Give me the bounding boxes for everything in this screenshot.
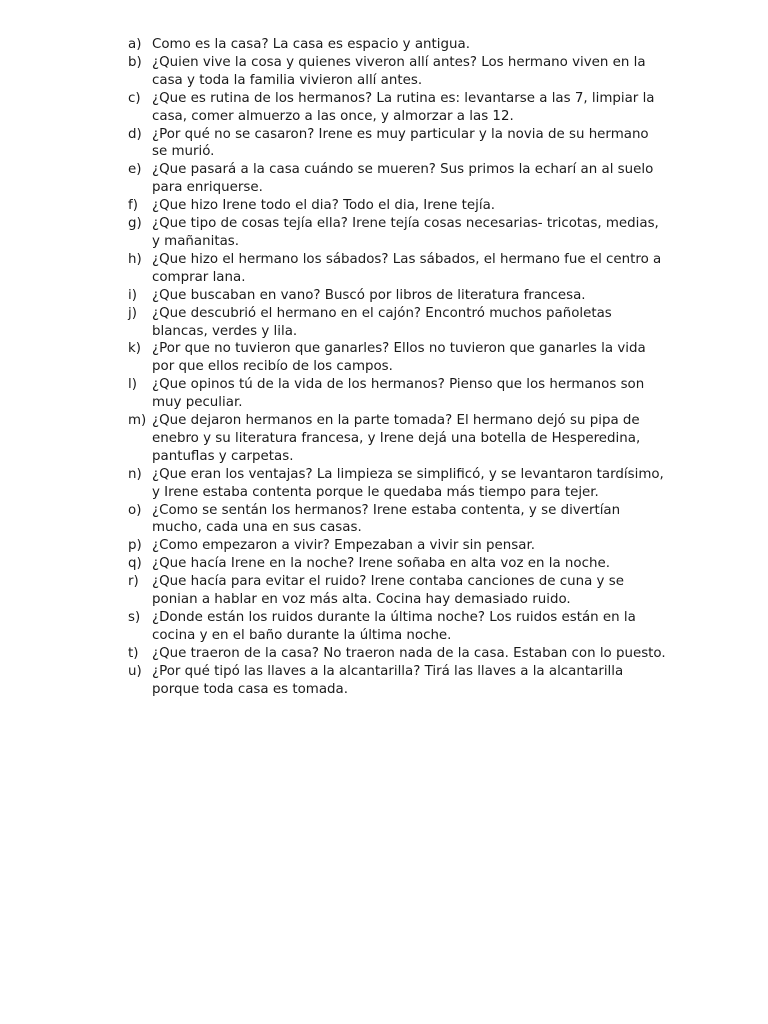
item-text: ¿Que traeron de la casa? No traeron nada de la casa. Estaban con lo puesto. — [152, 645, 666, 661]
item-letter: u) — [128, 663, 142, 679]
list-item — [128, 340, 668, 376]
item-text: ¿Por qué tipó las llaves a la alcantarilla? Tirá las llaves a la alcantarilla porque toda casa es tomada. — [152, 663, 624, 697]
item-letter: r) — [128, 574, 139, 590]
list-item — [128, 537, 668, 555]
item-text: ¿Que es rutina de los hermanos? La rutina es: levantarse a las 7, limpiar la casa, comer almuerzo a las once, y almorzar a las 12. — [152, 90, 655, 124]
item-text: ¿Quien vive la cosa y quienes viveron allí antes? Los hermano viven en la casa y toda la familia vivieron allí antes. — [152, 54, 646, 88]
item-letter: e) — [128, 162, 142, 178]
list-item — [128, 54, 668, 90]
list-item — [128, 502, 668, 538]
item-letter: h) — [128, 251, 142, 267]
item-letter: j) — [128, 305, 137, 321]
list-item — [128, 90, 668, 126]
list-item — [128, 555, 668, 573]
item-text: ¿Que buscaban en vano? Buscó por libros de literatura francesa. — [152, 287, 586, 303]
item-letter: g) — [128, 216, 142, 232]
list-item — [128, 161, 668, 197]
item-letter: k) — [128, 341, 141, 357]
item-text: ¿Como se sentán los hermanos? Irene estaba contenta, y se divertían mucho, cada una en sus casas. — [152, 502, 621, 536]
item-letter: n) — [128, 466, 142, 482]
question-answer-list — [128, 36, 668, 699]
item-text: ¿Que hacía para evitar el ruido? Irene contaba canciones de cuna y se ponian a hablar en voz más alta. Cocina hay demasiado ruido. — [152, 574, 624, 608]
item-text: ¿Que tipo de cosas tejía ella? Irene tejía cosas necesarias- tricotas, medias, y mañanitas. — [152, 216, 659, 249]
item-letter: i) — [128, 287, 137, 303]
list-item — [128, 412, 668, 466]
list-item — [128, 287, 668, 305]
list-item — [128, 215, 668, 251]
item-letter: l) — [128, 377, 137, 393]
item-letter: t) — [128, 645, 139, 661]
list-item — [128, 126, 668, 162]
item-letter: s) — [128, 610, 141, 625]
list-item — [128, 609, 668, 645]
item-text: ¿Que descubrió el hermano en el cajón? Encontró muchos pañoletas blancas, verdes y lila. — [152, 305, 612, 339]
item-text: ¿Por que no tuvieron que ganarles? Ellos no tuvieron que ganarles la vida por que ellos recibío de los campos. — [152, 341, 646, 375]
list-item — [128, 466, 668, 502]
item-letter: f) — [128, 198, 138, 214]
item-letter: c) — [128, 90, 141, 106]
item-text: ¿Donde están los ruidos durante la última noche? Los ruidos están en la cocina y en el baño durante la última noche. — [152, 610, 636, 643]
item-text: ¿Que dejaron hermanos en la parte tomada? El hermano dejó su pipa de enebro y su literatura francesa, y Irene dejá una botella de Hesperedina, pantuflas y carpetas. — [152, 413, 641, 464]
item-text: ¿Que pasará a la casa cuándo se mueren? Sus primos la echarí an al suelo para enriquerse. — [152, 162, 654, 196]
list-item — [128, 663, 668, 699]
item-letter: d) — [128, 126, 142, 142]
list-item — [128, 645, 668, 663]
item-text: ¿Que hizo Irene todo el dia? Todo el dia, Irene tejía. — [152, 198, 496, 214]
item-letter: a) — [128, 37, 142, 52]
list-item — [128, 376, 668, 412]
item-letter: o) — [128, 502, 142, 518]
item-text: ¿Que eran los ventajas? La limpieza se simplificó, y se levantaron tardísimo, y Irene estaba contenta porque le quedaba más tiempo para tejer. — [152, 466, 664, 500]
list-item — [128, 36, 668, 54]
item-letter: q) — [128, 556, 142, 572]
item-letter: p) — [128, 538, 142, 554]
list-item — [128, 197, 668, 215]
item-text: ¿Que opinos tú de la vida de los hermanos? Pienso que los hermanos son muy peculiar. — [152, 377, 645, 411]
list-item — [128, 573, 668, 609]
item-text: Como es la casa? La casa es espacio y antigua. — [152, 37, 470, 52]
list-item — [128, 305, 668, 341]
item-text: ¿Por qué no se casaron? Irene es muy particular y la novia de su hermano se murió. — [152, 126, 649, 160]
item-text: ¿Que hizo el hermano los sábados? Las sábados, el hermano fue el centro a comprar lana. — [152, 251, 662, 285]
list-item — [128, 251, 668, 287]
item-letter: m) — [128, 413, 147, 429]
item-letter: b) — [128, 54, 142, 70]
item-text: ¿Que hacía Irene en la noche? Irene soñaba en alta voz en la noche. — [152, 556, 610, 572]
item-text: ¿Como empezaron a vivir? Empezaban a vivir sin pensar. — [152, 538, 535, 554]
